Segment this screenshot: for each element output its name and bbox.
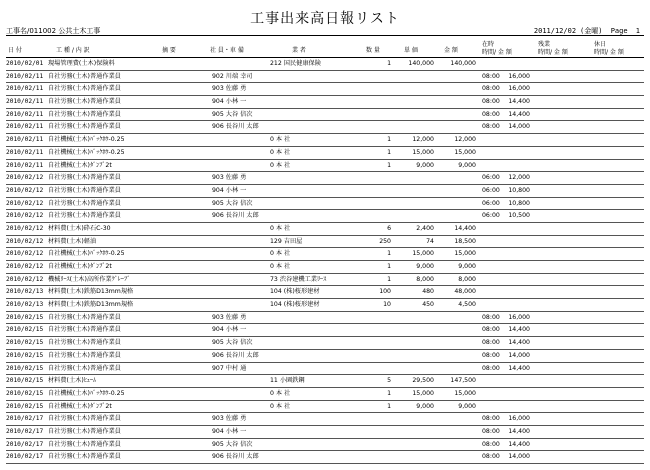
row-koshu: 自社労務(土木)普通作業員 [48, 174, 121, 182]
row-customer: 73 渋谷建機工業ﾘｰｽ [270, 275, 327, 283]
row-qty: 6 [387, 224, 391, 232]
table-row [6, 83, 644, 96]
row-price: 15,000 [412, 389, 434, 397]
row-qty: 1 [387, 60, 391, 67]
table-row [6, 299, 644, 312]
col-ot-top: 在時 [482, 41, 495, 48]
row-ot-amount: 14,400 [508, 427, 530, 435]
row-date: 2010/02/15 [6, 313, 44, 321]
row-ot-time: 08:00 [482, 427, 500, 435]
row-date: 2010/02/11 [6, 98, 44, 106]
row-employee: 905 大谷 信次 [212, 440, 253, 448]
row-ot-amount: 14,000 [508, 453, 530, 461]
row-ot-time: 08:00 [482, 339, 500, 347]
row-date: 2010/02/17 [6, 453, 44, 461]
table-row [6, 261, 644, 274]
row-date: 2010/02/12 [6, 174, 44, 182]
row-amount: 4,500 [458, 301, 476, 309]
row-date: 2010/02/11 [6, 85, 44, 93]
row-ot-amount: 12,000 [508, 174, 530, 182]
row-ot-amount: 14,400 [508, 440, 530, 448]
row-ot-amount: 16,000 [508, 85, 530, 93]
table-row [6, 160, 644, 173]
row-customer: 0 本 社 [270, 402, 291, 410]
row-amount: 140,000 [450, 60, 476, 67]
row-qty: 1 [387, 161, 391, 169]
row-employee: 904 小林 一 [212, 98, 247, 106]
table-row [6, 274, 644, 287]
project-label: 工事名/011002 [6, 27, 57, 35]
row-amount: 48,000 [454, 288, 476, 296]
row-employee: 906 長谷川 太郎 [212, 123, 259, 131]
row-ot-amount: 14,400 [508, 339, 530, 347]
row-customer: 0 本 社 [270, 148, 291, 156]
table-row [6, 71, 644, 84]
table-row [6, 324, 644, 337]
row-date: 2010/02/12 [6, 212, 44, 220]
row-ot-time: 06:00 [482, 199, 500, 207]
row-date: 2010/02/17 [6, 415, 44, 423]
table-row [6, 401, 644, 414]
row-koshu: 自社労務(土木)普通作業員 [48, 98, 121, 106]
row-ot-time: 08:00 [482, 453, 500, 461]
row-amount: 9,000 [458, 161, 476, 169]
row-koshu: 自社機械(土木)ﾊﾞｯｸﾎｳ-0.25 [48, 250, 125, 258]
report-table [6, 58, 644, 464]
row-ot-amount: 16,000 [508, 415, 530, 423]
row-qty: 1 [387, 136, 391, 144]
row-ot-amount: 14,000 [508, 351, 530, 359]
row-koshu: 自社労務(土木)普通作業員 [48, 313, 121, 321]
table-row [6, 172, 644, 185]
row-price: 74 [426, 237, 434, 245]
row-date: 2010/02/15 [6, 364, 44, 372]
table-row [6, 248, 644, 261]
table-row [6, 451, 644, 464]
row-employee: 903 佐藤 勇 [212, 313, 247, 321]
row-ot-time: 08:00 [482, 123, 500, 131]
row-price: 9,000 [416, 402, 434, 410]
row-customer: 0 本 社 [270, 136, 291, 144]
row-employee: 904 小林 一 [212, 427, 247, 435]
row-ot-amount: 14,400 [508, 110, 530, 118]
row-qty: 1 [387, 250, 391, 258]
col-amount: 金 額 [444, 47, 458, 54]
row-koshu: 自社労務(土木)普通作業員 [48, 364, 121, 372]
row-koshu: 現場管理費(土木)保険料 [48, 60, 115, 67]
col-holiday-top: 休日 [594, 41, 607, 48]
row-employee: 902 川端 幸司 [212, 72, 253, 80]
table-row [6, 363, 644, 376]
row-koshu: 自社機械(土木)ﾀﾞﾝﾌﾟ2t [48, 402, 112, 410]
row-customer: 0 本 社 [270, 263, 291, 270]
row-qty: 1 [387, 389, 391, 397]
row-date: 2010/02/11 [6, 72, 44, 80]
row-ot-time: 08:00 [482, 326, 500, 334]
row-koshu: 自社労務(土木)普通作業員 [48, 326, 121, 334]
row-koshu: 自社機械(土木)ﾀﾞﾝﾌﾟ2t [48, 161, 112, 169]
row-ot-amount: 14,400 [508, 98, 530, 106]
row-koshu: 自社労務(土木)普通作業員 [48, 212, 121, 220]
row-koshu: 自社機械(土木)ﾊﾞｯｸﾎｳ-0.25 [48, 136, 125, 144]
row-koshu: 自社労務(土木)普通作業員 [48, 85, 121, 93]
row-amount: 15,000 [454, 389, 476, 397]
row-employee: 906 長谷川 太郎 [212, 212, 259, 220]
column-header [0, 37, 650, 59]
row-customer: 0 本 社 [270, 250, 291, 258]
row-amount: 8,000 [458, 275, 476, 283]
row-price: 480 [422, 288, 434, 296]
col-employee: 社 員・車 備 [210, 47, 244, 54]
row-ot-time: 08:00 [482, 351, 500, 359]
col-night-sub: 時間/ 金 額 [538, 49, 568, 56]
row-price: 29,500 [412, 377, 434, 385]
row-employee: 903 佐藤 勇 [212, 85, 247, 93]
row-ot-time: 08:00 [482, 110, 500, 118]
row-date: 2010/02/12 [6, 263, 44, 270]
table-row [6, 337, 644, 350]
row-price: 15,000 [412, 250, 434, 258]
row-koshu: 自社機械(土木)ﾊﾞｯｸﾎｳ-0.25 [48, 389, 125, 397]
row-price: 15,000 [412, 148, 434, 156]
row-ot-time: 08:00 [482, 72, 500, 80]
row-ot-amount: 14,000 [508, 123, 530, 131]
row-date: 2010/02/15 [6, 389, 44, 397]
table-row [6, 147, 644, 160]
table-row [6, 236, 644, 249]
row-qty: 1 [387, 263, 391, 270]
col-ot-sub: 時間/ 金 額 [482, 49, 512, 56]
row-customer: 129 吉田屋 [270, 237, 303, 245]
row-koshu: 自社労務(土木)普通作業員 [48, 415, 121, 423]
col-qty: 数 量 [366, 47, 380, 54]
row-qty: 1 [387, 275, 391, 283]
col-holiday-sub: 時間/ 金 額 [594, 49, 624, 56]
row-date: 2010/02/17 [6, 427, 44, 435]
row-ot-time: 08:00 [482, 98, 500, 106]
row-employee: 905 大谷 信次 [212, 339, 253, 347]
row-employee: 906 長谷川 太郎 [212, 351, 259, 359]
table-row [6, 312, 644, 325]
row-price: 12,000 [412, 136, 434, 144]
row-date: 2010/02/12 [6, 237, 44, 245]
row-amount: 147,500 [450, 377, 476, 385]
row-koshu: 自社労務(土木)普通作業員 [48, 123, 121, 131]
row-amount: 15,000 [454, 250, 476, 258]
row-date: 2010/02/12 [6, 275, 44, 283]
row-employee: 903 佐藤 勇 [212, 174, 247, 182]
row-ot-time: 06:00 [482, 186, 500, 194]
row-koshu: 自社労務(土木)普通作業員 [48, 72, 121, 80]
row-qty: 1 [387, 148, 391, 156]
row-customer: 0 本 社 [270, 161, 291, 169]
row-date: 2010/02/13 [6, 288, 44, 296]
row-ot-amount: 10,800 [508, 186, 530, 194]
row-customer: 104 (株)桜形建材 [270, 288, 320, 296]
row-qty: 5 [387, 377, 391, 385]
row-amount: 9,000 [458, 263, 476, 270]
row-price: 8,000 [416, 275, 434, 283]
table-row [6, 223, 644, 236]
row-amount: 12,000 [454, 136, 476, 144]
row-date: 2010/02/11 [6, 161, 44, 169]
col-customer: 業 者 [292, 47, 306, 54]
row-ot-amount: 16,000 [508, 72, 530, 80]
table-row [6, 413, 644, 426]
row-ot-amount: 16,000 [508, 313, 530, 321]
col-date: 日 付 [8, 47, 22, 54]
row-date: 2010/02/15 [6, 326, 44, 334]
row-date: 2010/02/11 [6, 148, 44, 156]
table-row [6, 210, 644, 223]
row-koshu: 材料費(土木)ﾋｭｰﾑ [48, 377, 97, 385]
project-name: 公共土木工事 [58, 27, 101, 35]
row-date: 2010/02/15 [6, 351, 44, 359]
row-koshu: 材料費(土木)鉄筋D13mm規格 [48, 301, 134, 309]
row-koshu: 材料費(土木)鉄筋D13mm規格 [48, 288, 134, 296]
row-qty: 250 [379, 237, 391, 245]
row-date: 2010/02/12 [6, 186, 44, 194]
row-koshu: 自社労務(土木)普通作業員 [48, 110, 121, 118]
page-number: 1 [635, 27, 640, 35]
row-employee: 907 中村 通 [212, 364, 247, 372]
row-amount: 9,000 [458, 402, 476, 410]
row-price: 9,000 [416, 263, 434, 270]
table-row [6, 388, 644, 401]
row-ot-time: 08:00 [482, 440, 500, 448]
row-koshu: 自社機械(土木)ﾀﾞﾝﾌﾟ2t [48, 263, 112, 270]
row-employee: 903 佐藤 勇 [212, 415, 247, 423]
table-row [6, 109, 644, 122]
row-customer: 0 本 社 [270, 389, 291, 397]
table-row [6, 96, 644, 109]
row-customer: 0 本 社 [270, 224, 291, 232]
row-date: 2010/02/15 [6, 339, 44, 347]
table-row [6, 350, 644, 363]
table-row [6, 375, 644, 388]
row-employee: 905 大谷 信次 [212, 199, 253, 207]
row-qty: 10 [383, 301, 391, 309]
row-customer: 104 (株)桜形建材 [270, 301, 320, 309]
table-row [6, 134, 644, 147]
row-employee: 904 小林 一 [212, 186, 247, 194]
row-date: 2010/02/12 [6, 199, 44, 207]
row-koshu: 自社労務(土木)普通作業員 [48, 186, 121, 194]
row-date: 2010/02/15 [6, 377, 44, 385]
row-ot-time: 08:00 [482, 364, 500, 372]
row-ot-time: 06:00 [482, 174, 500, 182]
row-qty: 100 [379, 288, 391, 296]
row-employee: 904 小林 一 [212, 326, 247, 334]
col-biko: 摘 要 [162, 47, 176, 54]
row-ot-time: 08:00 [482, 313, 500, 321]
row-koshu: 自社労務(土木)普通作業員 [48, 351, 121, 359]
row-ot-amount: 10,800 [508, 199, 530, 207]
table-row [6, 439, 644, 452]
col-price: 単 価 [404, 47, 418, 54]
row-price: 2,400 [416, 224, 434, 232]
report-date: 2011/12/02 [533, 27, 577, 35]
table-row [6, 286, 644, 299]
row-amount: 14,400 [454, 224, 476, 232]
row-koshu: 自社労務(土木)普通作業員 [48, 339, 121, 347]
table-row [6, 426, 644, 439]
row-price: 9,000 [416, 161, 434, 169]
row-ot-time: 08:00 [482, 415, 500, 423]
row-customer: 212 国民健康保険 [270, 60, 321, 67]
report-weekday: (金曜) [580, 27, 603, 35]
row-koshu: 自社機械(土木)ﾊﾞｯｸﾎｳ-0.25 [48, 148, 125, 156]
row-ot-time: 06:00 [482, 212, 500, 220]
row-date: 2010/02/11 [6, 110, 44, 118]
table-row [6, 185, 644, 198]
row-koshu: 自社労務(土木)普通作業員 [48, 427, 121, 435]
row-date: 2010/02/12 [6, 224, 44, 232]
row-price: 140,000 [408, 60, 434, 67]
row-amount: 18,500 [454, 237, 476, 245]
row-employee: 906 長谷川 太郎 [212, 453, 259, 461]
row-date: 2010/02/01 [6, 60, 44, 67]
row-ot-amount: 14,400 [508, 326, 530, 334]
row-date: 2010/02/11 [6, 123, 44, 131]
row-koshu: 自社労務(土木)普通作業員 [48, 440, 121, 448]
report-title: 工事出来高日報リスト [250, 11, 400, 27]
row-date: 2010/02/12 [6, 250, 44, 258]
row-qty: 1 [387, 402, 391, 410]
row-employee: 905 大谷 信次 [212, 110, 253, 118]
row-ot-time: 08:00 [482, 85, 500, 93]
page-label: Page [610, 27, 628, 35]
row-ot-amount: 10,500 [508, 212, 530, 220]
row-ot-amount: 14,400 [508, 364, 530, 372]
col-night-top: 残業 [538, 41, 551, 48]
table-row [6, 121, 644, 134]
row-customer: 11 小園鉄鋼 [270, 377, 305, 385]
row-koshu: 機械ﾘｰｽ(土木)高所作業ｸﾞﾚｰﾌﾞ [48, 275, 131, 283]
col-koshu: 工 種 / 内 訳 [56, 47, 90, 54]
header-top-rule [6, 35, 644, 36]
row-amount: 15,000 [454, 148, 476, 156]
table-row [6, 58, 644, 71]
row-koshu: 自社労務(土木)普通作業員 [48, 453, 121, 461]
row-koshu: 自社労務(土木)普通作業員 [48, 199, 121, 207]
table-row [6, 198, 644, 211]
row-date: 2010/02/15 [6, 402, 44, 410]
row-date: 2010/02/17 [6, 440, 44, 448]
row-price: 450 [422, 301, 434, 309]
row-date: 2010/02/11 [6, 136, 44, 144]
row-koshu: 材料費(土木)砕石C-30 [48, 224, 111, 232]
row-date: 2010/02/13 [6, 301, 44, 309]
row-koshu: 材料費(土木)軽油 [48, 237, 97, 245]
